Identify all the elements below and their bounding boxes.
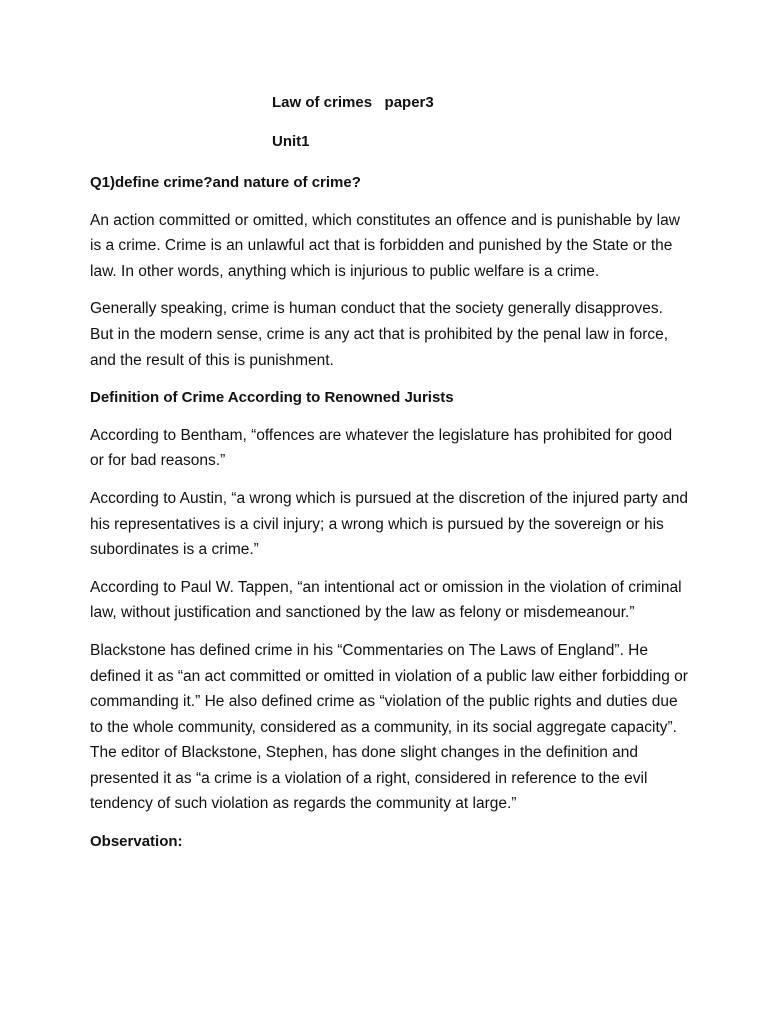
question-heading: Q1)define crime?and nature of crime? <box>90 174 361 191</box>
section-heading: Definition of Crime According to Renowned Jurists <box>90 389 454 407</box>
jurist-paragraph-austin: According to Austin, “a wrong which is pursued at the discretion of the injured party and his representatives is a civil injury; a wrong which is pursued by the sovereign or his subordinates is a crime.” <box>90 489 688 559</box>
unit-label: Unit1 <box>272 133 310 150</box>
paragraph: An action committed or omitted, which constitutes an offence and is punishable by law is a crime. Crime is an unlawful act that is forbidden and punished by the State or the law. In other words, anything which is injurious to public welfare is a crime. <box>90 211 680 280</box>
paragraph: Generally speaking, crime is human conduct that the society generally disapproves. But in the modern sense, crime is any act that is prohibited by the penal law in force, and the result of this is punishment. <box>90 300 669 369</box>
jurist-paragraph-bentham: According to Bentham, “offences are whatever the legislature has prohibited for good or for bad reasons.” <box>90 426 673 470</box>
document-title: Law of crimes paper3 <box>272 94 434 111</box>
jurist-paragraph-tappen: According to Paul W. Tappen, “an intentional act or omission in the violation of criminal law, without justification and sanctioned by the law as felony or misdemeanour.” <box>90 578 682 622</box>
observation-heading: Observation: <box>90 833 183 851</box>
jurist-paragraph-blackstone: Blackstone has defined crime in his “Commentaries on The Laws of England”. He defined it as “an act committed or omitted in violation of a public law either forbidding or commanding it.” He also defined crime as “violation of the public rights and duties due to the whole community, considered as a community, in its social aggregate capacity”. The editor of Blackstone, Stephen, has done slight changes in the definition and presented it as “a crime is a violation of a right, considered in reference to the evil tendency of such violation as regards the community at large.” <box>90 641 688 813</box>
document-body <box>90 170 690 867</box>
